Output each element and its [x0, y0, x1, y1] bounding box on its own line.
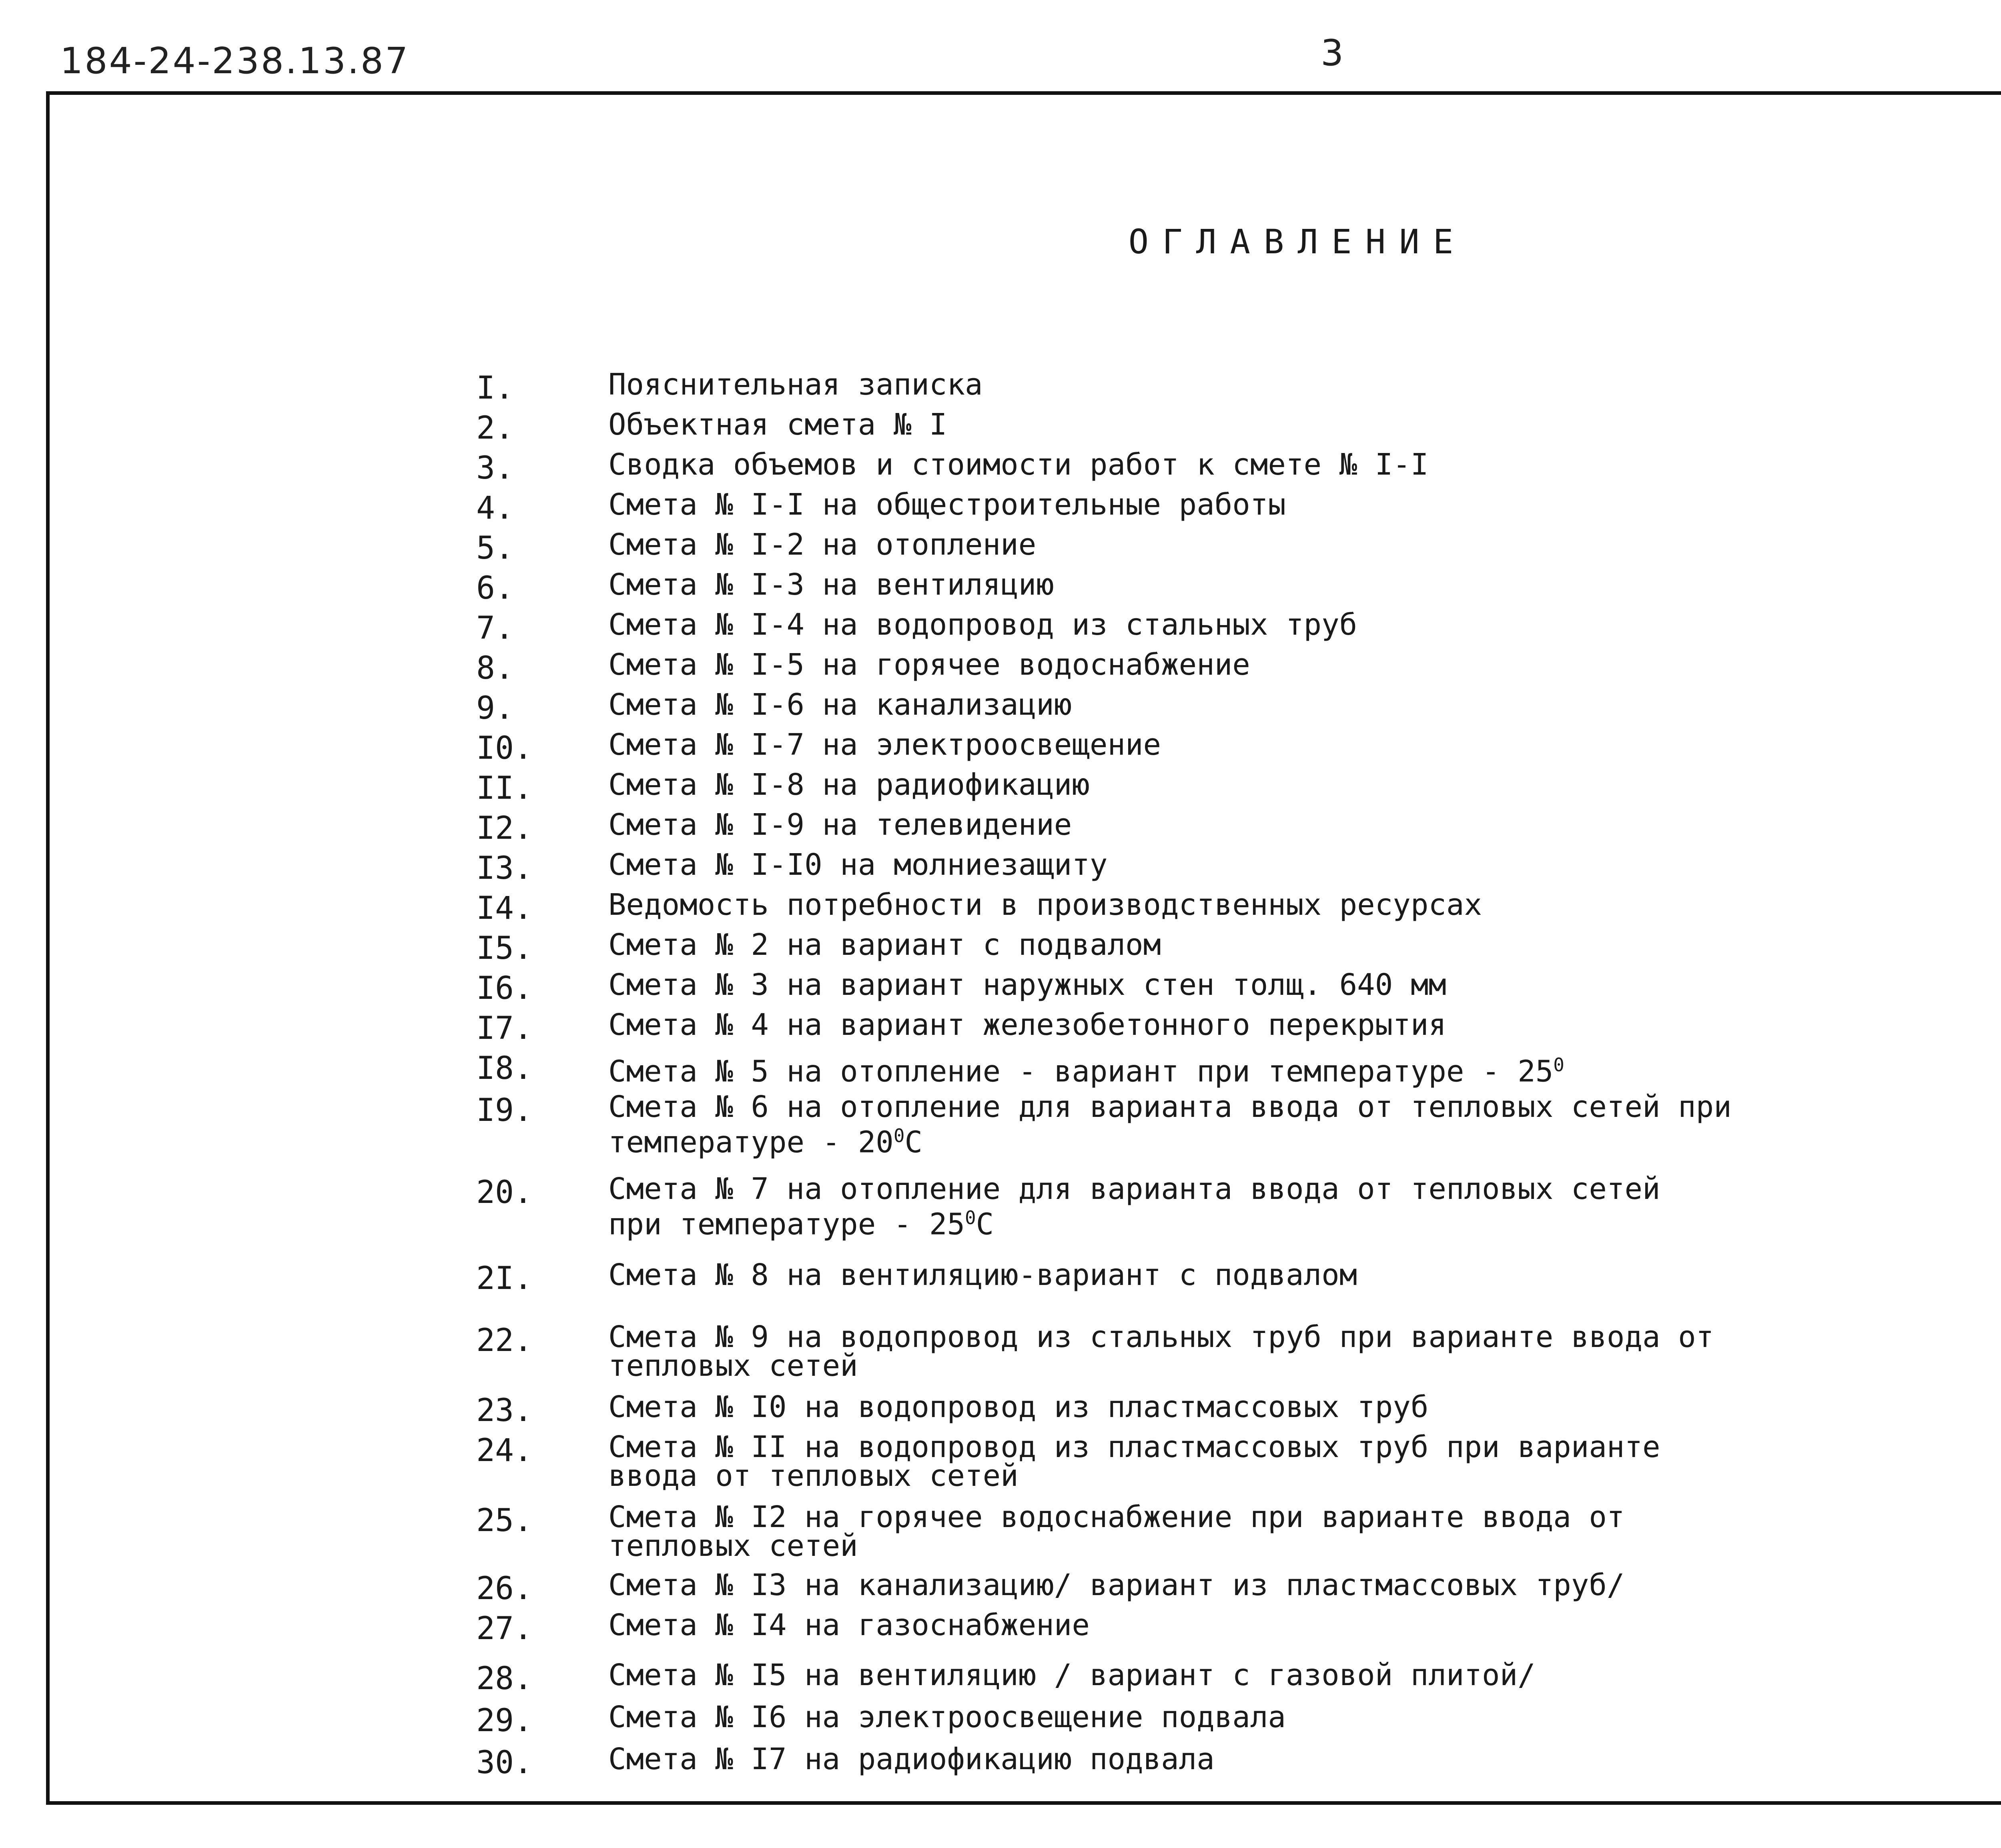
toc-entry-number: 27. [476, 1611, 533, 1647]
toc-entry-number: 6. [476, 570, 514, 606]
toc-entry-number: 29. [476, 1703, 533, 1739]
toc-entry-title: Смета № I4 на газоснабжение [608, 1608, 1090, 1642]
toc-entry-number: 25. [476, 1503, 533, 1539]
toc-entry-number: 8. [476, 650, 514, 686]
toc-entry-title: Смета № II на водопровод из пластмассовых труб при варианте ввода от тепловых сетей [608, 1430, 1660, 1493]
toc-entry-title: Смета № I-5 на горячее водоснабжение [608, 647, 1250, 682]
toc-entry-number: 30. [476, 1745, 533, 1781]
toc-entry-number: I. [476, 370, 514, 406]
toc-entry-title: Смета № I-2 на отопление [608, 527, 1037, 562]
toc-entry-number: 28. [476, 1661, 533, 1697]
toc-entry-title: Смета № I-4 на водопровод из стальных труб [608, 607, 1357, 642]
toc-entry-title: Пояснительная записка [608, 367, 983, 402]
toc-entry-number: II. [476, 770, 533, 806]
page-title: ОГЛАВЛЕНИЕ [1128, 222, 1467, 261]
toc-entry-title: Смета № 7 на отопление для варианта ввода от тепловых сетей при температуре - $25^0С$ [608, 1172, 1660, 1242]
toc-entry-number: 2I. [476, 1261, 533, 1297]
toc-entry-number: I9. [476, 1092, 533, 1128]
toc-entry-number: 3. [476, 450, 514, 486]
toc-entry-title: Смета № I-3 на вентиляцию [608, 567, 1054, 602]
toc-entry-number: 5. [476, 530, 514, 566]
document-code: 184-24-238.13.87 [60, 40, 410, 82]
toc-entry-number: 20. [476, 1175, 533, 1211]
toc-entry-title: Смета № I-I на общестроительные работы [608, 487, 1286, 522]
toc-entry-number: 9. [476, 690, 514, 726]
toc-entry-number: 7. [476, 610, 514, 646]
toc-entry-number: I8. [476, 1050, 533, 1086]
toc-entry-number: I4. [476, 890, 533, 926]
degree-superscript: 0 [1553, 1054, 1564, 1076]
toc-entry-number: I6. [476, 970, 533, 1006]
toc-entry-number: 22. [476, 1323, 533, 1359]
toc-entry-title: Смета № 8 на вентиляцию-вариант с подвалом [608, 1258, 1357, 1292]
toc-entry-title: Смета № 3 на вариант наружных стен толщ. 640 мм [608, 968, 1446, 1002]
toc-entry-number: I7. [476, 1010, 533, 1046]
toc-entry-title: Смета № I-7 на электроосвещение [608, 728, 1161, 762]
toc-entry-title: Смета № I-9 на телевидение [608, 808, 1072, 842]
toc-entry-title: Ведомость потребности в производственных ресурсах [608, 888, 1482, 922]
toc-entry-title: Сводка объемов и стоимости работ к смете № I-I [608, 447, 1429, 482]
toc-entry-title: Объектная смета № I [608, 407, 947, 442]
toc-entry-title: Смета № I-8 на радиофикацию [608, 768, 1090, 802]
toc-entry-title: Смета № 6 на отопление для варианта ввода от тепловых сетей при температуре - $20^0С$ [608, 1090, 1732, 1160]
toc-entry-number: 4. [476, 490, 514, 526]
toc-entry-title: Смета № I3 на канализацию/ вариант из пластмассовых труб/ [608, 1568, 1625, 1602]
toc-entry-title: Смета № I6 на электроосвещение подвала [608, 1700, 1286, 1734]
toc-entry-number: I5. [476, 930, 533, 966]
toc-entry-title: Смета № 2 на вариант с подвалом [608, 928, 1161, 962]
toc-entry-title: Смета № I2 на горячее водоснабжение при варианте ввода от тепловых сетей [608, 1500, 1625, 1563]
toc-entry-number: 24. [476, 1433, 533, 1469]
toc-entry-title: Смета № I-I0 на молниезащиту [608, 848, 1108, 882]
toc-entry-title: Смета № 4 на вариант железобетонного перекрытия [608, 1008, 1446, 1042]
toc-entry-number: 23. [476, 1393, 533, 1429]
toc-entry-title: Смета № 5 на отопление - вариант при температуре - $25^0$ [608, 1054, 1564, 1089]
page-number: 3 [1321, 32, 1344, 74]
toc-entry-title: Смета № I-6 на канализацию [608, 687, 1072, 722]
toc-entry-number: 26. [476, 1571, 533, 1607]
toc-entry-title: Смета № I5 на вентиляцию / вариант с газовой плитой/ [608, 1658, 1536, 1692]
toc-entry-number: I2. [476, 810, 533, 846]
toc-entry-number: I0. [476, 730, 533, 766]
degree-superscript: 0 [893, 1125, 905, 1146]
toc-entry-number: I3. [476, 850, 533, 886]
toc-entry-number: 2. [476, 410, 514, 446]
toc-entry-title: Смета № I7 на радиофикацию подвала [608, 1742, 1215, 1776]
toc-entry-title: Смета № 9 на водопровод из стальных труб при варианте ввода от тепловых сетей [608, 1320, 1714, 1383]
degree-superscript: 0 [965, 1207, 976, 1229]
toc-entry-title: Смета № I0 на водопровод из пластмассовых труб [608, 1390, 1429, 1424]
